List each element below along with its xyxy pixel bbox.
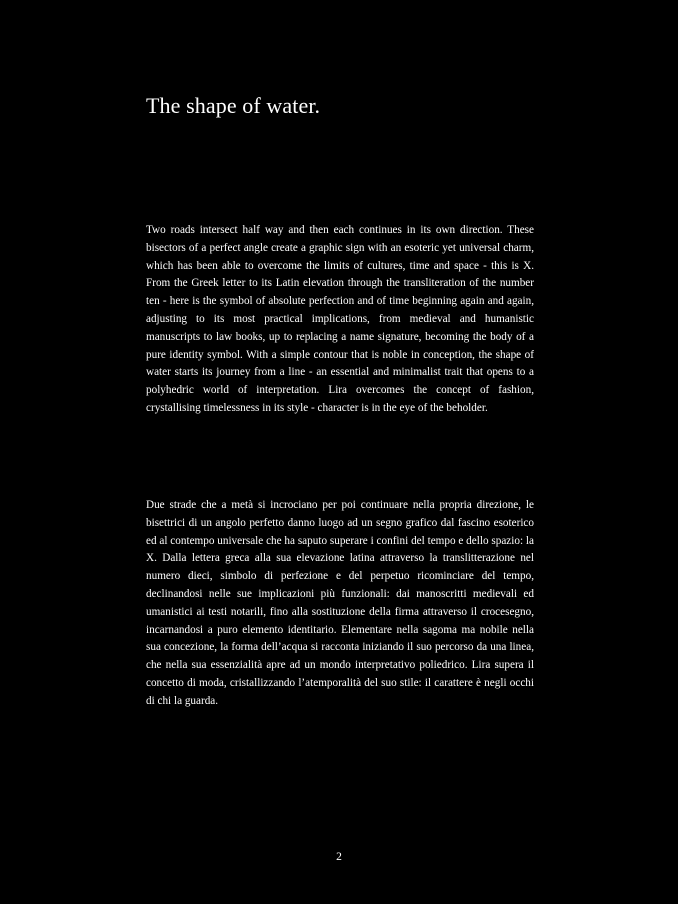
paragraph-italian: Due strade che a metà si incrociano per poi continuare nella propria direzione, le bisettrici di un angolo perfetto danno luogo ad un segno grafico dal fascino esoterico ed al contempo universale che ha saputo superare i confini del tempo e dello spazio: la X. Dalla lettera greca alla sua elevazione latina attraverso la translitterazione nel numero dieci, simbolo di perfezione e del perpetuo ricominciare del tempo, declinandosi nelle sue implicazioni più funzionali: dai manoscritti medievali ed umanistici ai testi notarili, fino alla sostituzione della firma attraverso il crocesegno, incarnandosi a puro elemento identitario. Elementare nella sagoma ma nobile nella sua concezione, la forma dell’acqua si racconta iniziando il suo percorso da una linea, che nella sua essenzialità apre ad un mondo interpretativo poliedrico. Lira supera il concetto di moda, cristallizzando l’atemporalità del suo stile: il carattere è negli occhi di chi la guarda. [146, 499, 534, 707]
page-title: The shape of water. [146, 93, 321, 118]
paragraph-english: Two roads intersect half way and then each continues in its own direction. These bisectors of a perfect angle create a graphic sign with an esoteric yet universal charm, which has been able to overcome the limits of cultures, time and space - this is X. From the Greek letter to its Latin elevation through the transliteration of the number ten - here is the symbol of absolute perfection and of time beginning again and again, adjusting to its most practical implications, from medieval and humanistic manuscripts to law books, up to replacing a name signature, becoming the body of a pure identity symbol. With a simple contour that is noble in conception, the shape of water starts its journey from a line - an essential and minimalist trait that opens to a polyhedric world of interpretation. Lira overcomes the concept of fashion, crystallising timelessness in its style - character is in the eye of the beholder. [146, 224, 534, 414]
page-number: 2 [336, 851, 342, 863]
